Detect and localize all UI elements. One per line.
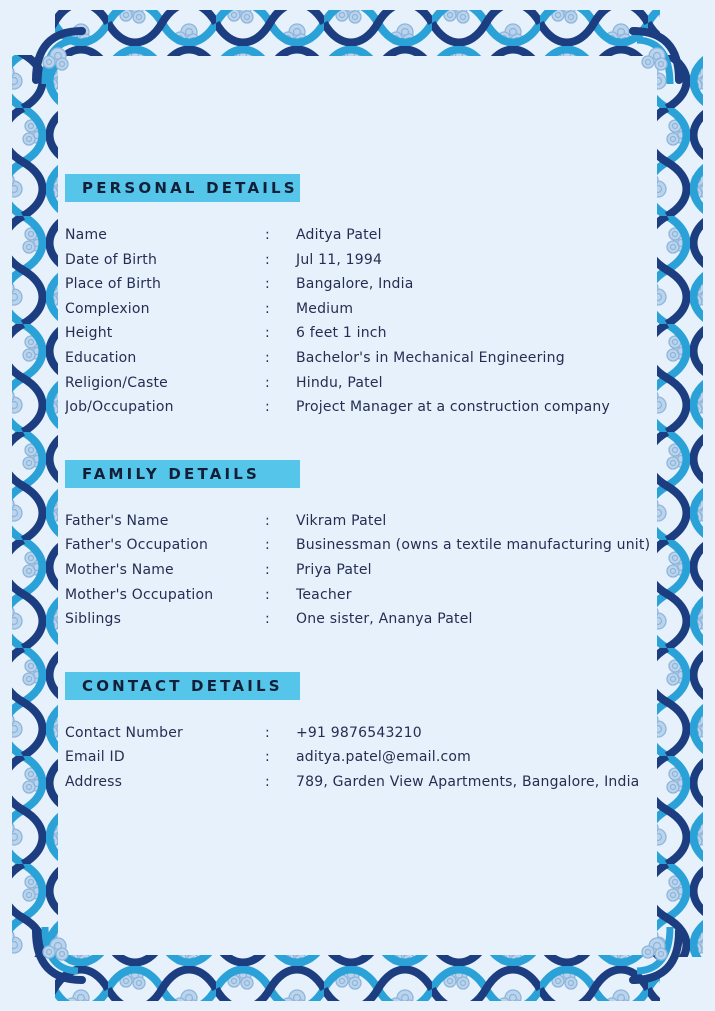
detail-row (65, 770, 667, 795)
detail-row (65, 509, 667, 534)
detail-label: Siblings (65, 611, 122, 628)
detail-label: Address (65, 773, 123, 790)
detail-label: Date of Birth (65, 251, 158, 268)
detail-value: Hindu, Patel (296, 374, 383, 391)
colon-separator: : (265, 399, 270, 416)
detail-row (65, 745, 667, 770)
detail-row (65, 395, 667, 420)
section-family-details (65, 460, 667, 632)
colon-separator: : (265, 300, 270, 317)
detail-value: +91 9876543210 (296, 724, 422, 741)
colon-separator: : (265, 586, 270, 603)
colon-separator: : (265, 512, 270, 529)
colon-separator: : (265, 251, 270, 268)
section-title-banner: CONTACT DETAILS (65, 672, 300, 700)
detail-row (65, 346, 667, 371)
colon-separator: : (265, 749, 270, 766)
colon-separator: : (265, 561, 270, 578)
detail-row (65, 297, 667, 322)
detail-value: Bachelor's in Mechanical Engineering (296, 349, 565, 366)
detail-label: Religion/Caste (65, 374, 168, 391)
detail-rows (65, 721, 667, 795)
section-title-banner: FAMILY DETAILS (65, 460, 300, 488)
detail-value: aditya.patel@email.com (296, 749, 471, 766)
detail-value: Bangalore, India (296, 276, 414, 293)
colon-separator: : (265, 773, 270, 790)
detail-value: Businessman (owns a textile manufacturing unit) (296, 537, 651, 554)
detail-label: Name (65, 227, 108, 243)
detail-row (65, 371, 667, 396)
detail-row (65, 248, 667, 273)
detail-value: Aditya Patel (296, 227, 382, 243)
detail-row (65, 583, 667, 608)
detail-row (65, 321, 667, 346)
detail-label: Father's Occupation (65, 537, 209, 554)
detail-value: Medium (296, 300, 354, 317)
colon-separator: : (265, 611, 270, 628)
detail-row (65, 272, 667, 297)
detail-value: Priya Patel (296, 561, 372, 578)
colon-separator: : (265, 724, 270, 741)
detail-label: Email ID (65, 749, 125, 766)
detail-label: Contact Number (65, 724, 183, 741)
detail-label: Place of Birth (65, 276, 162, 293)
colon-separator: : (265, 276, 270, 293)
colon-separator: : (265, 537, 270, 554)
colon-separator: : (265, 349, 270, 366)
detail-label: Education (65, 349, 137, 366)
colon-separator: : (265, 227, 270, 243)
detail-rows (65, 223, 667, 420)
section-personal-details (65, 174, 667, 420)
colon-separator: : (265, 374, 270, 391)
detail-value: Jul 11, 1994 (296, 251, 383, 268)
detail-value: Teacher (296, 586, 352, 603)
section-title-banner: PERSONAL DETAILS (65, 174, 300, 202)
detail-value: 6 feet 1 inch (296, 325, 387, 342)
colon-separator: : (265, 325, 270, 342)
detail-label: Mother's Occupation (65, 586, 214, 603)
detail-value: One sister, Ananya Patel (296, 611, 473, 628)
detail-row (65, 721, 667, 746)
detail-value: Vikram Patel (296, 512, 387, 529)
detail-row (65, 607, 667, 632)
detail-label: Height (65, 325, 113, 342)
biodata-content (65, 174, 667, 795)
detail-row (65, 558, 667, 583)
detail-label: Job/Occupation (65, 399, 174, 416)
detail-value: 789, Garden View Apartments, Bangalore, India (296, 773, 640, 790)
detail-row (65, 223, 667, 248)
detail-label: Father's Name (65, 512, 169, 529)
detail-label: Complexion (65, 300, 150, 317)
section-contact-details (65, 672, 667, 795)
detail-label: Mother's Name (65, 561, 174, 578)
detail-row (65, 533, 667, 558)
detail-value: Project Manager at a construction company (296, 399, 610, 416)
detail-rows (65, 509, 667, 632)
